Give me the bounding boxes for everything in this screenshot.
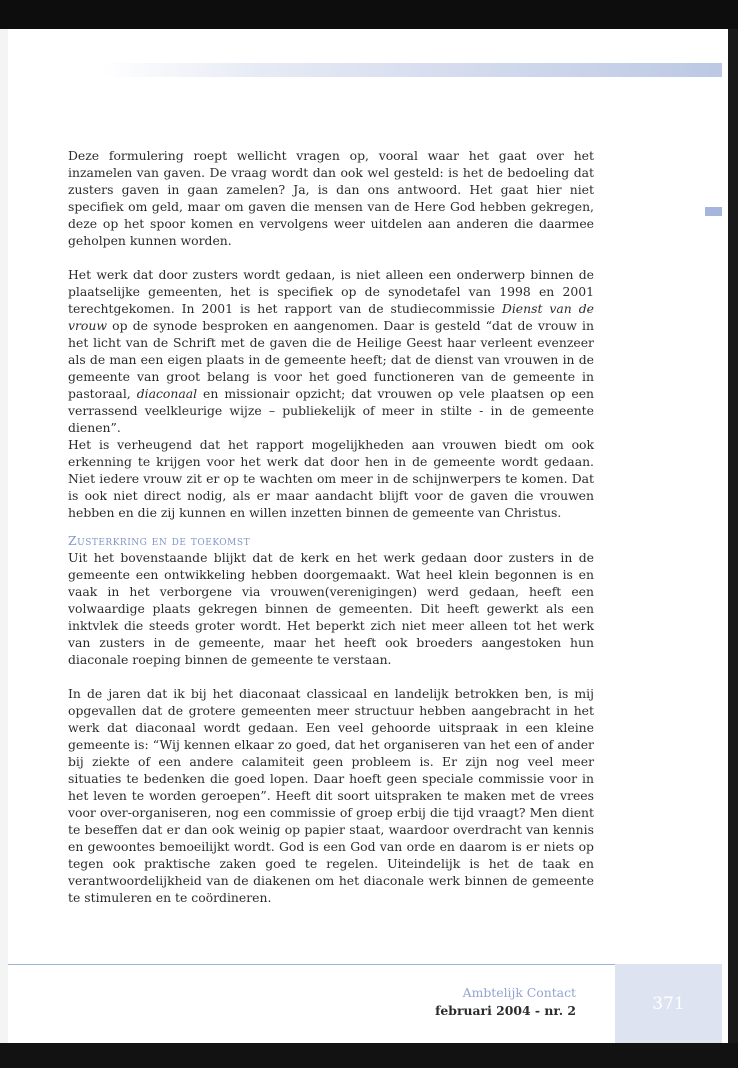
paragraph-gaven: Deze formulering roept wellicht vragen op, vooral waar het gaat over het inzamelen van gaven. De vraag wordt dan ook wel gesteld: is het de bedoeling dat zusters gaven in gaan zamelen? Ja, is dan ons antwoord. Het gaat hier niet specifiek om geld, maar om gaven die mensen van de Here God hebben gekregen, deze op het spoor komen en vervolgens weer uitdelen aan anderen die daarmee geholpen kunnen worden. — [68, 148, 594, 248]
emphasis-diaconaal: diaconaal — [136, 386, 198, 401]
paragraph-synode — [68, 266, 594, 436]
scan-right-border — [728, 29, 738, 1068]
article-body — [68, 147, 594, 906]
section-heading: Zusterkring en de toekomst — [68, 533, 251, 548]
paragraph-synode-part-3: en missionair opzicht; dat vrouwen op vele plaatsen op een verrassend veelkleurige wijze – publiekelijk of meer in stilte - in de gemeente dienen”. — [68, 386, 595, 435]
journal-issue: februari 2004 - nr. 2 — [435, 1003, 576, 1018]
margin-marker — [705, 207, 722, 216]
journal-name: Ambtelijk Contact — [462, 985, 576, 1000]
scan-left-edge — [0, 29, 8, 1068]
scan-bottom-border — [0, 1043, 738, 1068]
page-number: 371 — [615, 964, 722, 1043]
paragraph-synode-part-1: Het werk dat door zusters wordt gedaan, is niet alleen een onderwerp binnen de plaatselijke gemeenten, het is specifiek op de synodetafel van 1998 en 2001 terechtgekomen. In 2001 is het rapport van de studiecommissie — [68, 267, 594, 316]
paragraph-diaconaat: In de jaren dat ik bij het diaconaat classicaal en landelijk betrokken ben, is mij opgevallen dat de grotere gemeenten meer structuur hebben aangebracht in het werk dat diaconaal wordt gedaan. Een veel gehoorde uitspraak in een kleine gemeente is: “Wij kennen elkaar zo goed, dat het organiseren van het een of ander bij ziekte of een andere calamiteit geen probleem is. Er zijn nog veel meer situaties te bedenken die goed lopen. Daar hoeft geen speciale commissie voor in het leven te worden geroepen”. Heeft dit soort uitspraken te maken met de vrees voor over-organiseren, nog een commissie of groep erbij die tijd vraagt? Men dient te beseffen dat er dan ook weinig op papier staat, waardoor overdracht van kennis en gewoontes bemoeilijkt wordt. God is een God van orde en daarom is er niets op tegen ook praktische zaken goed te regelen. Uiteindelijk is het de taak en verantwoordelijkheid van de diakenen om het diaconale werk binnen de gemeente te stimuleren en te coördineren. — [68, 686, 594, 905]
paragraph-synode-part-2: op de synode besproken en aangenomen. Daar is gesteld “dat de vrouw in het licht van de Schrift met de gaven die de Heilige Geest haar verleent evenzeer als de man een eigen plaats in de gemeente heeft; dat de dienst van vrouwen in de gemeente van groot belang is voor het goed functioneren van de gemeente in pastoraal, — [68, 318, 594, 401]
footer — [435, 984, 576, 1020]
report-title: Dienst van de vrouw — [68, 301, 594, 333]
header-gradient-band — [100, 63, 722, 77]
paragraph-erkenning: Het is verheugend dat het rapport mogelijkheden aan vrouwen biedt om ook erkenning te krijgen voor het werk dat door hen in de gemeente wordt gedaan. Niet iedere vrouw zit er op te wachten om meer in de schijnwerpers te komen. Dat is ook niet direct nodig, als er maar aandacht blijft voor de gaven die vrouwen hebben en die zij kunnen en willen inzetten binnen de gemeente van Christus. — [68, 437, 594, 520]
paragraph-ontwikkeling: Uit het bovenstaande blijkt dat de kerk en het werk gedaan door zusters in de gemeente een ontwikkeling hebben doorgemaakt. Wat heel klein begonnen is en vaak in het verborgene via vrouwen(verenigingen) werd gedaan, heeft een volwaardige plaats gekregen binnen de gemeenten. Dit heeft gewerkt als een inktvlek die steeds groter wordt. Het beperkt zich niet meer alleen tot het werk van zusters in de gemeente, maar het heeft ook broeders aangestoken hun diaconale roeping binnen de gemeente te verstaan. — [68, 550, 594, 667]
scan-top-border — [0, 0, 738, 29]
